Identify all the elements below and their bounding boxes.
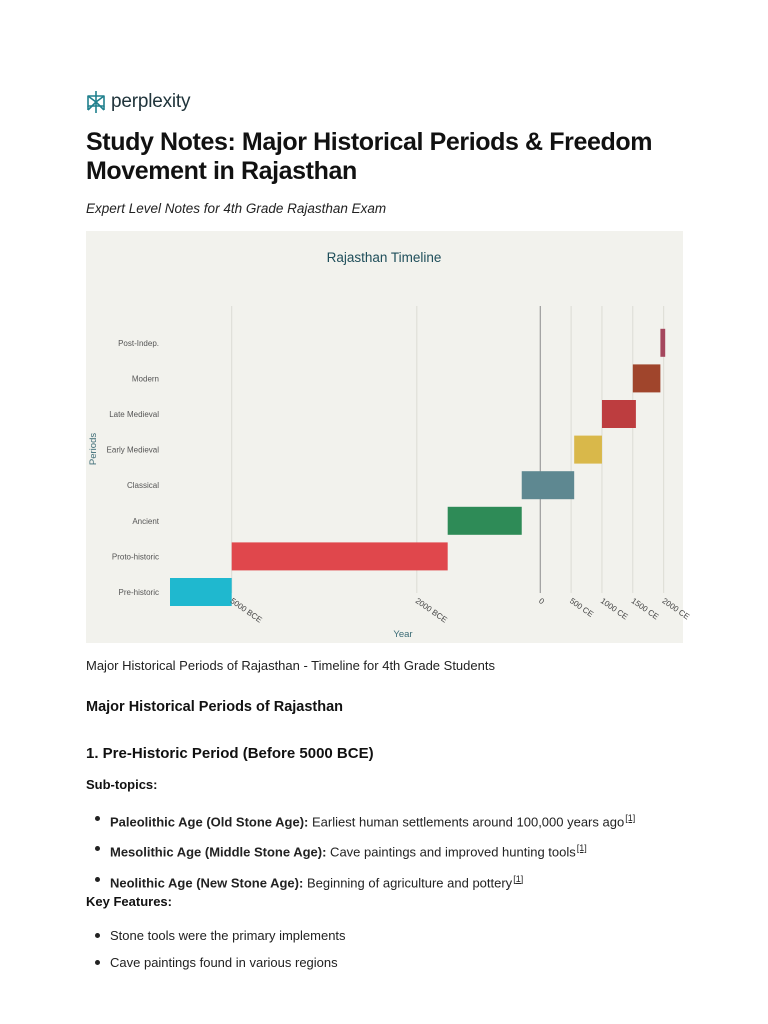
- list-item: [86, 835, 635, 865]
- chart-y-tick-label: Modern: [131, 374, 159, 384]
- chart-y-tick-label: Early Medieval: [106, 445, 159, 455]
- chart-bar: [633, 364, 661, 392]
- subtopics-label: Sub-topics:: [86, 777, 158, 792]
- chart-bar: [170, 578, 232, 606]
- citation-link[interactable]: [1]: [513, 873, 524, 884]
- chart-title: Rajasthan Timeline: [326, 250, 442, 265]
- chart-y-tick-label: Post-Indep.: [118, 338, 159, 348]
- subtopics-list: [86, 805, 635, 896]
- chart-x-tick-label: 500 CE: [567, 596, 595, 619]
- chart-bar: [602, 400, 636, 428]
- chart-y-tick-label: Pre-historic: [118, 588, 159, 597]
- chart-bar: [574, 436, 602, 464]
- chart-bar: [660, 329, 665, 357]
- list-item: Cave paintings found in various regions: [86, 949, 346, 976]
- chart-x-tick-label: 2000 CE: [660, 596, 692, 622]
- chart-x-axis-label: Year: [393, 629, 413, 640]
- subtopic-text: Cave paintings and improved hunting tools: [326, 844, 576, 860]
- chart-y-tick-label: Classical: [126, 481, 159, 491]
- list-item: [86, 805, 635, 835]
- subtopic-term: Neolithic Age (New Stone Age):: [110, 874, 304, 890]
- timeline-chart-container: [86, 231, 692, 643]
- list-item: Stone tools were the primary implements: [86, 922, 346, 949]
- list-item: [86, 866, 635, 896]
- chart-y-tick-label: Proto-historic: [111, 552, 159, 562]
- chart-x-tick-label: 1500 CE: [629, 596, 661, 622]
- subtopic-term: Mesolithic Age (Middle Stone Age):: [110, 844, 327, 860]
- chart-y-tick-label: Ancient: [132, 516, 159, 526]
- chart-y-tick-label: Late Medieval: [109, 410, 159, 419]
- chart-x-tick-label: 5000 BCE: [228, 596, 264, 625]
- page-title: Study Notes: Major Historical Periods & Freedom Movement in Rajasthan: [86, 128, 653, 185]
- subtopic-text: Earliest human settlements around 100,000 years ago: [308, 814, 625, 830]
- subtopic-term: Paleolithic Age (Old Stone Age):: [110, 814, 309, 830]
- chart-bar: [232, 542, 448, 570]
- perplexity-logo[interactable]: [86, 90, 190, 114]
- key-features-list: [86, 922, 346, 976]
- brand-name: perplexity: [111, 91, 191, 112]
- timeline-chart: [86, 231, 692, 643]
- chart-bar: [522, 471, 574, 499]
- figure-caption: Major Historical Periods of Rajasthan - Timeline for 4th Grade Students: [86, 658, 495, 673]
- section-heading: Major Historical Periods of Rajasthan: [86, 699, 344, 715]
- chart-x-tick-label: 1000 CE: [598, 596, 630, 622]
- subsection-heading: 1. Pre-Historic Period (Before 5000 BCE): [86, 745, 374, 762]
- chart-bar: [448, 507, 522, 535]
- chart-x-tick-label: 0: [537, 596, 546, 607]
- chart-y-axis-label: Periods: [88, 432, 99, 466]
- chart-x-tick-label: 2000 BCE: [413, 596, 449, 625]
- key-features-label: Key Features:: [86, 894, 172, 909]
- citation-link[interactable]: [1]: [576, 843, 587, 854]
- perplexity-logo-icon: [86, 90, 106, 114]
- page-subtitle: Expert Level Notes for 4th Grade Rajasthan Exam: [86, 201, 387, 216]
- subtopic-text: Beginning of agriculture and pottery: [303, 874, 513, 890]
- citation-link[interactable]: [1]: [625, 813, 636, 823]
